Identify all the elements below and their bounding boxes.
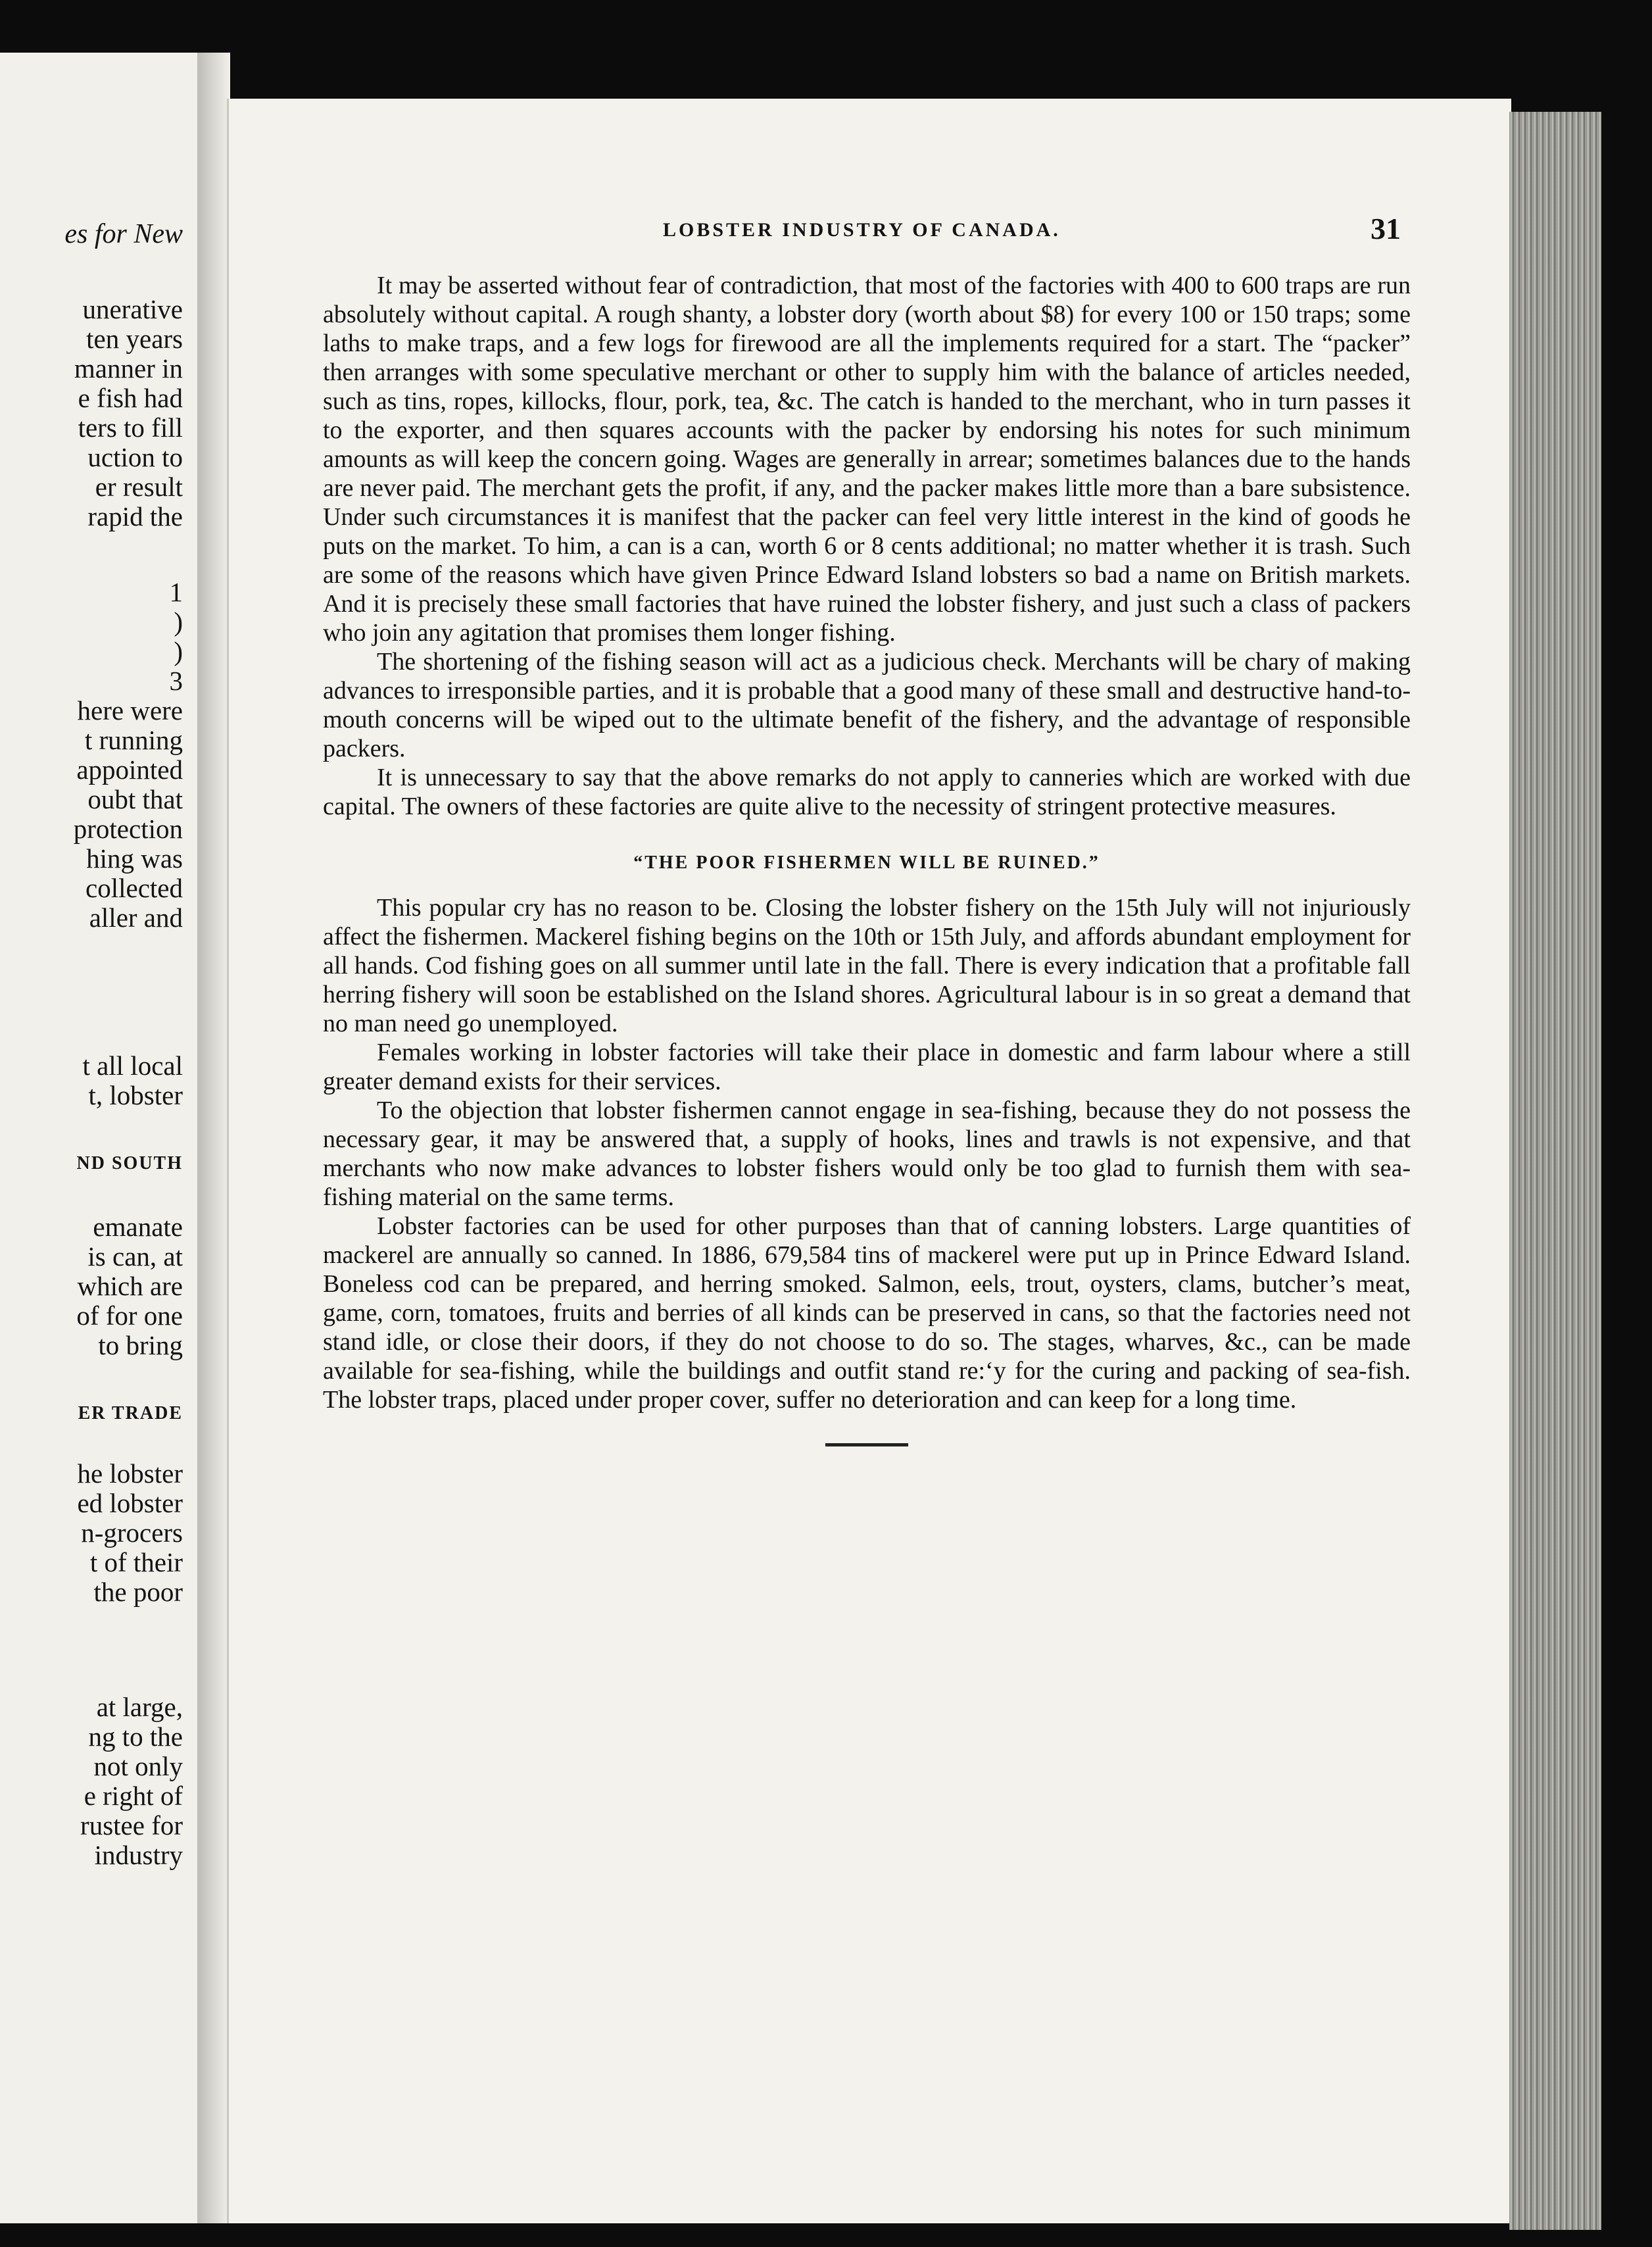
left-page-line: protection: [73, 814, 183, 844]
left-page-line: t of their: [89, 1547, 183, 1577]
paragraph: It is unnecessary to say that the above remarks do not apply to canneries which are worked with due capital. The owners of these factories are quite alive to the necessity of stringent protective measures.: [323, 764, 1411, 820]
left-page-line: manner in: [74, 353, 183, 383]
left-facing-page: [0, 53, 203, 2223]
page-edge-stack: [1509, 112, 1601, 2230]
left-page-line: he lobster: [77, 1458, 183, 1489]
left-page-line: 1: [169, 577, 183, 607]
left-page-line: to bring: [98, 1330, 183, 1360]
body-text: [323, 271, 1411, 1446]
left-page-line: appointed: [76, 754, 183, 785]
paragraph: Females working in lobster factories will take their place in domestic and farm labour where a still greater demand exists for their services.: [323, 1039, 1411, 1095]
main-page: [227, 99, 1511, 2223]
paragraph: Lobster factories can be used for other purposes than that of canning lobsters. Large quantities of mackerel are annually so canned. In 1886, 679,584 tins of mackerel were put up in Prince Edward Island. Boneless cod can be prepared, and herring smoked. Salmon, eels, trout, oysters, clams, butcher’s meat, game, corn, tomatoes, fruits and berries of all kinds can be preserved in cans, so that the factories need not stand idle, or close their doors, if they do not choose to do so. The stages, wharves, &c., can be made available for sea-fishing, while the buildings and outfit stand re:‘y for the curing and packing of sea-fish. The lobster traps, placed under proper cover, suffer no deterioration and can keep for a long time.: [323, 1212, 1411, 1414]
left-page-line: es for New: [64, 219, 183, 249]
left-page-line: e right of: [84, 1781, 183, 1811]
left-page-line: industry: [94, 1840, 183, 1870]
left-page-line: at large,: [96, 1692, 183, 1722]
paragraph: The shortening of the fishing season will act as a judicious check. Merchants will be chary of making advances to irresponsible parties, and it is probable that a good many of these small and destructive hand-to-mouth concerns will be wiped out to the ultimate benefit of the fishery, and the advantage of responsible packers.: [323, 648, 1411, 762]
left-page-line: rustee for: [80, 1810, 183, 1840]
paragraph: To the objection that lobster fishermen cannot engage in sea-fishing, because they do not possess the necessary gear, it may be answered that, a supply of hooks, lines and trawls is not expensive, and that merchants who now make advances to lobster fishers would only be too glad to furnish them with sea-fishing material on the same terms.: [323, 1097, 1411, 1211]
paragraph: This popular cry has no reason to be. Closing the lobster fishery on the 15th July will not injuriously affect the fishermen. Mackerel fishing begins on the 10th or 15th July, and affords abundant employment for all hands. Cod fishing goes on all summer until late in the fall. There is every indication that a profitable fall herring fishery will soon be established on the Island shores. Agricultural labour is in so great a demand that no man need go unemployed.: [323, 894, 1411, 1037]
running-title: LOBSTER INDUSTRY OF CANADA.: [663, 219, 1061, 241]
left-page-line: t running: [84, 725, 183, 755]
section-heading: “THE POOR FISHERMEN WILL BE RUINED.”: [633, 852, 1100, 873]
left-page-line: hing was: [86, 843, 183, 874]
left-page-line: n-grocers: [81, 1518, 183, 1548]
left-page-line: ters to fill: [78, 412, 183, 443]
left-page-line: uction to: [87, 442, 183, 472]
left-page-line: t, lobster: [88, 1080, 183, 1110]
left-page-line: unerative: [82, 294, 183, 324]
left-page-line: not only: [93, 1751, 183, 1781]
left-page-line: ): [174, 636, 183, 666]
left-page-line: is can, at: [87, 1241, 183, 1272]
left-page-line: ten years: [86, 324, 183, 354]
book-gutter: [197, 53, 230, 2223]
left-page-line: ER TRADE: [78, 1403, 183, 1423]
left-page-line: t all local: [82, 1050, 183, 1081]
left-page-line: ): [174, 606, 183, 637]
left-page-line: emanate: [93, 1212, 183, 1242]
page-number: 31: [1371, 212, 1401, 245]
left-page-line: rapid the: [87, 501, 183, 531]
left-page-line: ed lobster: [77, 1488, 183, 1518]
end-rule: [825, 1443, 908, 1446]
left-page-line: the poor: [93, 1577, 183, 1607]
left-page-line: collected: [85, 873, 183, 903]
left-page-line: e fish had: [78, 383, 183, 413]
left-page-line: ND SOUTH: [76, 1153, 183, 1173]
left-page-line: ng to the: [88, 1721, 183, 1752]
left-page-line: er result: [95, 472, 183, 502]
left-page-line: which are: [77, 1271, 183, 1301]
left-page-line: here were: [77, 695, 183, 726]
left-page-line: of for one: [76, 1300, 183, 1331]
left-page-line: 3: [169, 666, 183, 696]
left-page-line: aller and: [89, 902, 183, 933]
paragraph: It may be asserted without fear of contradiction, that most of the factories with 400 to 600 traps are run absolutely without capital. A rough shanty, a lobster dory (worth about $8) for every 100 or 150 traps; some laths to make traps, and a few logs for firewood are all the implements required for a start. The “packer” then arranges with some speculative merchant or other to supply him with the balance of articles needed, such as tins, ropes, killocks, flour, pork, tea, &c. The catch is handed to the merchant, who in turn passes it to the exporter, and then squares accounts with the packer by endorsing his notes for such minimum amounts as will keep the concern going. Wages are generally in arrear; sometimes balances due to the hands are never paid. The merchant gets the profit, if any, and the packer makes little more than a bare subsistence. Under such circumstances it is manifest that the packer can feel very little interest in the kind of goods he puts on the market. To him, a can is a can, worth 6 or 8 cents additional; no matter whether it is trash. Such are some of the reasons which have given Prince Edward Island lobsters so bad a name on British markets. And it is precisely these small factories that have ruined the lobster fishery, and just such a class of packers who join any agitation that promises them longer fishing.: [323, 272, 1411, 647]
left-page-line: oubt that: [87, 784, 183, 814]
